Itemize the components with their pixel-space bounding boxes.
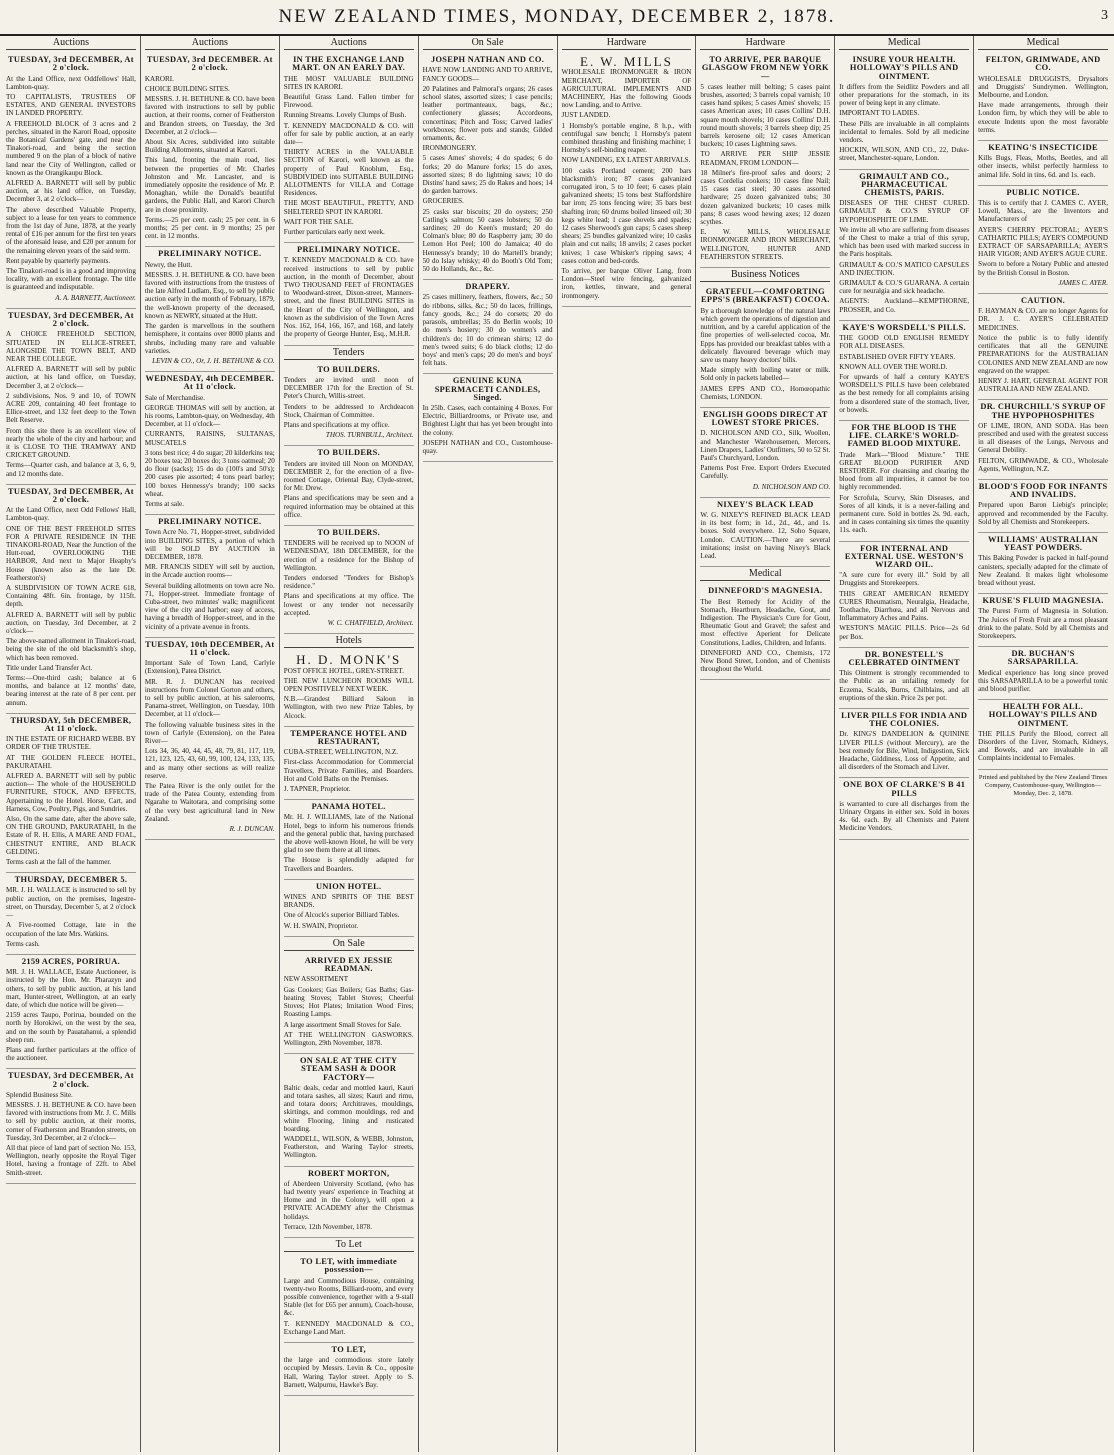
ad-paragraph: This is to certify that J. CAMES C. AYER, Lowell, Mass., are the Inventors and Manufacturers of [978, 199, 1108, 224]
ad-paragraph: D. NICHOLSON AND CO., Silk, Woollen, and Manchester Warehousemen, Mercers, Linen Drapers, Ladies' Outfitters, 50 to 52 St. Paul's Churchyard, London. [700, 429, 831, 462]
advertisement [284, 1343, 414, 1396]
ad-paragraph: Plans and further particulars at the office of the auctioneer. [6, 1045, 136, 1063]
column-heading: Hardware [562, 36, 692, 50]
ad-paragraph: MR. J. H. WALLACE is instructed to sell by public auction, on the premises, Ingestre-street, on Thursday, December 5, at 2 o'clock— [6, 886, 136, 920]
advertisement [145, 53, 275, 247]
ad-title: KRUSE'S FLUID MAGNESIA. [982, 596, 1104, 606]
ad-title: KEATING'S INSECTICIDE [988, 143, 1098, 153]
ad-paragraph: 2 subdivisions, Nos. 9 and 10, of TOWN ACRE 209, containing 40 feet frontage to Ellice-street, and 132 feet deep to the Town Belt Reserve. [6, 391, 136, 425]
ad-paragraph: From this site there is an excellent view of nearly the whole of the city and harbour; and it is CLOSE TO THE TRAMWAY AND CRICKET GROUND. [6, 426, 136, 460]
column-8 [973, 36, 1112, 1452]
ad-paragraph: Have made arrangements, through their London firm, by which they will be able to execute Indents upon the most favorable terms. [978, 101, 1108, 134]
ad-title: TO LET, [331, 1345, 366, 1354]
ad-paragraph: OF LIME, IRON, AND SODA. Has been prescribed and used with the greatest success in all diseases of the Lungs, Nervous and General Debility. [978, 421, 1108, 455]
ad-paragraph: For upwards of half a century KAYE'S WORSDELL'S PILLS have been celebrated as the best remedy for all complaints arising from a disordered state of the stomach, liver, or bowels. [839, 372, 970, 414]
ad-paragraph: FELTON, GRIMWADE, & CO., Wholesale Agents, Wellington, N.Z. [978, 456, 1108, 473]
ad-title: PRELIMINARY NOTICE. [158, 249, 262, 259]
ad-paragraph: T. KENNEDY MACDONALD & CO. will offer for sale by public auction, at an early date— [283, 121, 414, 147]
ad-paragraph: Newry, the Hutt. [144, 260, 193, 269]
ad-paragraph: The Patea River is the only outlet for the trade of the Patea County, extending from Ngarahe to Waitotara, and comprising some of the very best agricultural land in New Zealand. [144, 782, 275, 823]
ad-paragraph: Tenders are invited until noon of DECEMBER 17th for the Erection of St. Peter's Church, Willis-street. [283, 375, 414, 401]
ad-title: TO LET, with immediate possession— [300, 1257, 397, 1275]
advertisement [145, 247, 275, 372]
advertisement [978, 294, 1108, 400]
ad-paragraph: Terms cash. [6, 939, 40, 948]
advertisement [700, 285, 830, 408]
advertisement [839, 421, 969, 542]
ad-paragraph: E. W. MILLS, WHOLESALE IRONMONGER AND IRON MERCHANT, WELLINGTON, HUNTER AND FEATHERSTON STREETS. [700, 228, 831, 261]
advertisement [978, 533, 1108, 594]
ad-paragraph: Terms.—25 per cent. cash; 25 per cent. in 6 months; 25 per cent. in 9 months; 25 per cent. in 12 months. [144, 215, 275, 241]
ad-paragraph: WHOLESALE DRUGGISTS, Drysaltors and Druggists' Sundrymen. Wellington, Melbourne, and London. [978, 74, 1108, 100]
ad-paragraph: Town Acre No. 71, Hopper-street, subdivided into BUILDING SITES, a portion of which will be SOLD BY AUCTION in DECEMBER, 1878. [144, 528, 275, 561]
ad-paragraph: WESTON'S MAGIC PILLS. Price—2s 6d per Box. [839, 624, 970, 641]
ad-paragraph: Terms cash at the fall of the hammer. [6, 858, 112, 867]
ad-title: GENUINE KUNA SPERMACETI CANDLES, Singed. [434, 376, 541, 402]
advertisement [839, 778, 969, 839]
ad-paragraph: 3 tons best rice; 4 do sugar; 20 kilderkins tea; 20 boxes tea; 20 boxes do; 3 tons oatmeal; 20 do flour (sacks); 15 do do (100's and 50's); 200 cases pie assorted; 4 tons pearl barley; 100 boxes Hennessy's brandy; 100 sacks wheat. [144, 448, 275, 498]
ad-paragraph: The following valuable business sites in the town of Carlyle (Extension), on the Patea River— [144, 720, 275, 746]
ad-paragraph: Lots 34, 36, 40, 44, 45, 48, 79, 81, 117, 119, 121, 123, 125, 43, 60, 99, 100, 124, 133, 135, and as many other sections as will realize reserve. [144, 747, 275, 780]
ad-paragraph: Dr. KING'S DANDELION & QUININE LIVER PILLS (without Mercury), are the best remedy for Bile, Wind, Indigestion, Sick Headache, Giddiness, Loss of Appetite, and all disorders of the Stomach and Liver. [839, 730, 970, 772]
ad-title: PRELIMINARY NOTICE. [297, 245, 401, 255]
ad-paragraph: IRONMONGERY. [422, 144, 477, 153]
ad-paragraph: THE MOST VALUABLE BUILDING SITES IN KARORI. [283, 74, 414, 91]
ad-paragraph: AT THE GOLDEN FLEECE HOTEL, PAKURATAHI. [6, 753, 136, 770]
advertisement [6, 53, 136, 309]
ad-paragraph: Patterns Post Free. Export Orders Executed Carefully. [700, 464, 831, 481]
advertisement [284, 53, 414, 243]
ad-title: ROBERT MORTON, [307, 1168, 390, 1178]
ad-signature: JAMES C. AYER. [1058, 278, 1108, 287]
ad-title: ENGLISH GOODS DIRECT AT LOWEST STORE PRICES. [703, 409, 828, 428]
ad-paragraph: Terms:—One-third cash; balance at 6 months, and balance at 12 months' date, bearing interest at the rate of 8 per cent. per annum. [6, 674, 136, 707]
ad-paragraph: HENRY J. HART, GENERAL AGENT FOR AUSTRALIA AND NEW ZEALAND. [978, 376, 1108, 394]
ad-paragraph: By a thorough knowledge of the natural laws which govern the operations of digestion and nutrition, and by a careful application of the fine properties of well-selected cocoa, Mr. Epps has provided our breakfast tables with a delicately flavoured beverage which may save us many heavy doctors' bills. [700, 306, 831, 364]
ad-signature: A. A. BARNETT, Auctioneer. [55, 293, 136, 302]
ad-title: FOR THE BLOOD IS THE LIFE. CLARKE'S WORLD-FAMED BLOOD MIXTURE. [847, 422, 961, 449]
ad-paragraph: Prepared upon Baron Liebig's principle; approved and recommended by the Faculty. Sold by all Chemists and Storekeepers. [978, 501, 1108, 526]
advertisement [145, 638, 275, 840]
advertisement [839, 321, 969, 421]
ad-paragraph: KARORI. [144, 74, 174, 83]
ad-paragraph: 5 cases Ames' shovels; 4 do spades; 6 do forks; 20 do Manure forks; 15 do axes, assorted sizes; 8 do lightning saws; 10 do Distins' hand saws; 25 do Rakes and hoes; 14 do garden barrows. [422, 154, 553, 196]
ad-title: TUESDAY, 3rd DECEMBER, At 2 o'clock. [8, 486, 134, 504]
ad-paragraph: 5 cases leather mill belting; 5 cases paint brushes, assorted; 3 barrels copal varnish; 10 cases hand spikes; 5 cases Ames' shovels; 15 cases American axes; 10 cases Collins' D.H. square mouth shovels; 10 cases Collins' D.H. round mouth shovels; 3 barrels sheep dip; 25 barrels kerosene oil; 12 cases American buckets; 10 cases Lightning saws. [700, 82, 831, 149]
ad-title: FOR INTERNAL AND EXTERNAL USE. WESTON'S WIZARD OIL. [844, 543, 964, 569]
ad-paragraph: 25 casks star biscuits; 20 do oysters; 250 Catling's salmon; 50 cases lobsters; 50 do sardines; 20 do Keen's mustard; 20 do Colman's blue; 80 do Raspberry jam; 30 do Lemon Hot Peel; 100 do Jamaica; 40 do Hennessy's brandy; 10 do Martell's brandy; 50 do Islay whisky; 40 do Booth's Old Tom; 50 do Hollands, &c., &c. [422, 207, 553, 274]
ad-paragraph: T. KENNEDY MACDONALD & CO., Exchange Land Mart. [283, 1319, 414, 1336]
ad-paragraph: Running Streams. Lovely Clumps of Bush. [283, 111, 407, 120]
ad-paragraph: The garden is marvellous in the southern hemisphere, it contains over 8000 plants and shrubs, including many rare and valuable varieties. [144, 322, 275, 355]
advertisement [6, 873, 136, 955]
ad-paragraph: THE MOST BEAUTIFUL, PRETTY, AND SHELTERED SPOT IN KARORI. [283, 199, 414, 216]
ad-paragraph: MESSRS. J. H. BETHUNE & CO. have been favored with instructions from Mr. J. C. Mills to sell by public auction, at their rooms, corner of Featherston and Brandon streets, on Tuesday, 3rd December, at 2 o'clock— [6, 1100, 136, 1142]
ad-paragraph: JOSEPH NATHAN and CO., Customhouse-quay. [422, 438, 553, 455]
ad-paragraph: Tenders endorsed "Tenders for Bishop's residence." [283, 573, 414, 591]
ad-paragraph: In 25lb. Cases, each containing 4 Boxes. For Electric, Billiardrooms, or Private use, and Brightest Light that has yet been brought into the colony. [422, 403, 553, 437]
ad-paragraph: WADDELL, WILSON, & WEBB, Johnston, Featherston, and Waring Taylor streets, Wellington. [283, 1134, 414, 1160]
advertisement [145, 515, 275, 638]
ad-title: TO BUILDERS. [317, 527, 380, 537]
ad-title: THURSDAY, 5th DECEMBER, At 11 o'clock. [10, 715, 132, 734]
ad-paragraph: JAMES EPPS AND CO., Homœopathic Chemists, LONDON. [700, 384, 831, 401]
column-heading: On Sale [423, 36, 553, 50]
advertisement [700, 498, 830, 567]
advertisement [284, 727, 414, 800]
column-6 [695, 36, 834, 1452]
advertisement [700, 584, 830, 680]
ad-paragraph: TO ARRIVE PER SHIP JESSIE READMAN, FROM LONDON— [700, 150, 831, 167]
ad-paragraph: ALFRED A. BARNETT will sell by public auction, at his land office, on Tuesday, December 3, at 2 o'clock— [6, 179, 136, 204]
column-heading: Medical [839, 36, 969, 50]
advertisement [562, 53, 692, 307]
ad-title: TUESDAY, 3rd DECEMBER, At 2 o'clock. [8, 55, 134, 73]
advertisement [284, 880, 414, 937]
ad-paragraph: The Purest Form of Magnesia in Solution. The Juices of Fresh Fruit are a most pleasant drink to the palate. Sold by all Chemists and Storekeepers. [978, 607, 1108, 640]
column-heading: Medical [978, 36, 1108, 50]
ad-paragraph: Plans and specifications at my office. The lowest or any tender not necessarily accepted. [283, 592, 414, 617]
ad-paragraph: AT THE WELLINGTON GASWORKS. Wellington, 29th November, 1878. [283, 1030, 414, 1047]
section-heading: To Let [284, 1238, 414, 1252]
ad-paragraph: The Tinakori-road is in a good and improving locality, with an excellent frontage. The title is guaranteed and indisputable. [6, 267, 136, 292]
column-4 [418, 36, 557, 1452]
advertisement [978, 400, 1108, 480]
advertisement [284, 1167, 414, 1238]
ad-paragraph: Kills Bugs, Fleas, Moths, Beetles, and all other insects, whilst perfectly harmless to animal life. Sold in tins, 6d. and 1s. each. [978, 154, 1108, 179]
ad-paragraph: A Five-roomed Cottage, late in the occupation of the late Mrs. Watkins. [6, 921, 136, 938]
ad-paragraph: DISEASES OF THE CHEST CURED. GRIMAULT & CO.'S SYRUP OF HYPOPHOSPHITE OF LIME. [839, 199, 970, 224]
ad-title: UNION HOTEL. [315, 881, 382, 891]
ad-paragraph: Notice the public is to fully identify certificates that all the GENUINE PREPARATIONS for the AUSTRALIAN COLONIES AND NEW ZEALAND are now engraved on the wrapper. [978, 333, 1108, 375]
ad-title: IN THE EXCHANGE LAND MART. ON AN EARLY DAY. [292, 55, 406, 73]
advertisement [284, 954, 414, 1054]
ad-title: E. W. MILLS [580, 54, 673, 70]
ad-title: NIXEY'S BLACK LEAD [717, 499, 814, 509]
section-heading: On Sale [284, 937, 414, 951]
advertisement [700, 53, 830, 268]
ad-title: TUESDAY, 3rd DECEMBER, At 2 o'clock. [8, 1071, 134, 1089]
ad-signature: THOS. TURNBULL, Architect. [325, 431, 414, 440]
section-heading: Business Notices [700, 268, 830, 282]
ad-paragraph: Several building allotments on town acre No. 71, Hopper-street. Immediate frontage of Cuba-street, two minutes' walk; magnificent view of the city and harbor; easy of access, having a breadth of Hopper-street, and in the vicinity of a private avenue in fronts. [144, 581, 275, 631]
ad-paragraph: Made simply with boiling water or milk. Sold only in packets labelled— [700, 366, 831, 383]
ad-paragraph: J. TAPNER, Proprietor. [283, 785, 351, 794]
ad-title: WEDNESDAY, 4th DECEMBER. At 11 o'clock. [145, 374, 275, 392]
ad-title: TUESDAY, 3rd DECEMBER, At 2 o'clock. [8, 310, 134, 329]
ad-paragraph: DINNEFORD AND CO., Chemists, 172 New Bond Street, London, and of Chemists throughout the World. [700, 648, 831, 674]
ad-title: KAYE'S WORSDELL'S PILLS. [842, 322, 966, 332]
ad-paragraph: To arrive, per barque Oliver Lang, from London—Steel wire fencing, galvanized iron, kettles, tinware, and general ironmongery. [561, 267, 692, 300]
column-5 [557, 36, 696, 1452]
ad-paragraph: Terms—Quarter cash, and balance at 3, 6, 9, and 12 months date. [6, 461, 136, 478]
ad-paragraph: POST OFFICE HOTEL, GREY-STREET. [283, 666, 404, 675]
ad-title: CAUTION. [1021, 296, 1066, 306]
ad-paragraph: of Aberdeen University Scotland, (who has had twenty years' experience in Teaching at Home and in the Colony), will open a PRIVATE ACADEMY after the Christmas holidays. [283, 1179, 414, 1221]
imprint-footer: Printed and published by the New Zealand Times Company, Customhouse-quay, Wellington—Monday, Dec. 2, 1878. [978, 773, 1108, 798]
advertisement [284, 651, 414, 726]
ad-paragraph: NEW ASSORTMENT [283, 975, 349, 984]
ad-title: DR. BUCHAN'S SARSAPARILLA. [1007, 649, 1079, 667]
ad-title: INSURE YOUR HEALTH. HOLLOWAY'S PILLS AND OINTMENT. [849, 55, 959, 81]
ad-paragraph: is warranted to cure all discharges from the Urinary Organs in either sex. Sold in boxes 4s. 6d. each. By all Chemists and Patent Medicine Vendors. [839, 799, 970, 833]
ad-paragraph: THE PILLS Purify the Blood, correct all Disorders of the Liver, Stomach, Kidneys, and Bowels, and are invaluable in all Complaints incidental to Females. [978, 729, 1108, 763]
ad-paragraph: GROCERIES. [422, 197, 464, 206]
ad-paragraph: Tenders are invited till Noon on MONDAY, DECEMBER 2, for the erection of a five-roomed Cottage, Oriental Bay, Clyde-street, for Mr. Drew. [283, 459, 414, 493]
ad-paragraph: This Ointment is strongly recommended to the Public as an unfailing remedy for Eczema, Scalds, Burns, Chilblains, and all eruptions of the skin. Price 2s per pot. [839, 669, 970, 702]
section-heading: Hotels [284, 634, 414, 648]
ad-title: DR. CHURCHILL'S SYRUP OF THE HYPOPHOSPHITES [980, 402, 1106, 420]
ad-title: WILLIAMS' AUSTRALIAN YEAST POWDERS. [988, 534, 1099, 553]
ad-paragraph: Beautiful Grass Land. Fallen timber for Firewood. [283, 93, 414, 110]
ad-paragraph: MR. J. H. WALLACE, Estate Auctioneer, is instructed by the Hon. Mr. Pharazyn and others, to sell by public auction, at his land mart, Hunter-street, Wellington, at an early date, of which due notice will be given— [6, 968, 136, 1009]
ad-paragraph: MESSRS. J. H. BETHUNE & CO. have been favored with instructions to sell by public auction, at their rooms, corner of Featherston and Brandon streets, on Tuesday, the 3rd December, at 2 o'clock— [144, 95, 275, 136]
advertisement [978, 53, 1108, 141]
ad-title: DINNEFORD'S MAGNESIA. [708, 586, 823, 596]
masthead [0, 0, 1114, 36]
ad-title: GRATEFUL—COMFORTING EPPS'S (BREAKFAST) COCOA. [701, 287, 830, 305]
ad-paragraph: The Best Remedy for Acidity of the Stomach, Heartburn, Headache, Gout, and Indigestion. The Physician's Cure for Gout, Rheumatic Gout and Gravel; the safest and most effective Aperient for Delicate Constitutions, Ladies, Children, and Infants. [700, 597, 831, 647]
ad-paragraph: All that piece of land part of section No. 153, Wellington, nearly opposite the Royal Tiger Hotel, having a frontage of 22ft. to Abel Smith-street. [6, 1143, 136, 1177]
ad-paragraph: Large and Commodious House, containing twenty-two Rooms, Billiard-room, and every possible convenience, together with a 9-stall Stable (let for £65 per annum), Coach-house, &c. [283, 1276, 414, 1318]
ad-title: ARRIVED EX JESSIE READMAN. [304, 956, 393, 974]
advertisement [700, 408, 830, 498]
ad-title: TO ARRIVE, PER BARQUE GLASGOW FROM NEW YORK— [701, 55, 829, 81]
ad-paragraph: GEORGE THOMAS will sell by auction, at his rooms, Lambton-quay, on Wednesday, 4th December, at 11 o'clock— [144, 403, 275, 429]
column-heading: Auctions [145, 36, 275, 50]
ad-paragraph: ESTABLISHED OVER FIFTY YEARS. [839, 352, 956, 361]
ad-paragraph: Important Sale of Town Land, Carlyle (Extension), Patea District. [144, 659, 275, 676]
ad-paragraph: F. HAYMAN & CO. are no longer Agents for DR. J. C. AYER'S CELEBRATED MEDICINES. [978, 307, 1108, 332]
ad-paragraph: TENDERS will be received up to NOON of WEDNESDAY, 18th DECEMBER, for the erection of a residence for the Bishop of Wellington. [283, 539, 414, 572]
ad-paragraph: A large assortment Small Stoves for Sale. [283, 1020, 402, 1029]
ad-paragraph: CURRANTS, RAISINS, SULTANAS, MUSCATELS [144, 430, 275, 447]
ad-paragraph: 18 Milner's fire-proof safes and doors; 2 cases Cordelia cookers; 10 cases fine Nail; 15 cases cast steel; 30 cases assorted hardware; 25 dozen galvanized tubs; 30 dozen galvanized buckets; 10 cases milk pans; 8 cases wood hewing axes; 12 dozen scythes. [700, 168, 831, 227]
ad-title: 2159 ACRES, PORIRUA. [21, 956, 120, 966]
ad-title: PANAMA HOTEL. [311, 802, 386, 812]
ad-title: ONE BOX OF CLARKE'S B 41 PILLS [843, 780, 966, 798]
ad-paragraph: At the Land Office, next Oddfellows' Hall, Lambton-quay. [6, 74, 136, 91]
ad-paragraph: WAIT FOR THE SALE. [283, 217, 354, 226]
ad-paragraph: Trade Mark—"Blood Mixture." THE GREAT BLOOD PURIFIER AND RESTORER. For cleansing and clearing the blood from all impurities, it cannot be too highly recommended. [839, 450, 970, 492]
ad-paragraph: NOW LANDING, EX LATEST ARRIVALS. [561, 156, 691, 165]
ad-title: BLOOD'S FOOD FOR INFANTS AND INVALIDS. [978, 481, 1108, 500]
advertisement [839, 53, 969, 169]
ad-title: FELTON, GRIMWADE, AND CO. [985, 55, 1101, 73]
advertisement [145, 372, 275, 515]
ad-title: H. D. MONK'S [296, 652, 402, 668]
ad-title: TO BUILDERS. [317, 364, 380, 374]
ad-paragraph: This land, fronting the main road, lies between the properties of Mr. Charles Johnston and Mr. Lancaster, and is immediately opposite the residence of Mr. P. Monaghan, while the Donald's beautiful gardens, the Public Hall, and Karori Church are in close proximity. [144, 156, 275, 214]
advertisement [284, 800, 414, 880]
ad-paragraph: One of Alcock's superior Billiard Tables. [283, 911, 400, 920]
advertisement [978, 141, 1108, 186]
ad-paragraph: The above-named allotment in Tinakori-road, being the site of the old blacksmith's shop, which has been removed. [6, 637, 136, 662]
ad-paragraph: HAVE NOW LANDING AND TO ARRIVE, FANCY GOODS— [422, 66, 553, 83]
advertisement [978, 480, 1108, 533]
ad-paragraph: JUST LANDED. [561, 111, 611, 120]
ad-title: DR. BONESTELL'S CELEBRATED OINTMENT [848, 649, 960, 667]
ad-paragraph: ONE OF THE BEST FREEHOLD SITES FOR A PRIVATE RESIDENCE IN THE TINAKORI-ROAD, Near the Junction of the Hutt-road, OVERLOOKING THE HARBOR, And next to Major Heaphy's House (known also as the late Dr. Featherston's) [6, 524, 136, 582]
ad-title: JOSEPH NATHAN AND CO. [430, 55, 545, 65]
ad-paragraph: THIRTY ACRES in the VALUABLE SECTION of Karori, well known as the property of Paul Knoblum, Esq., SUBDIVIDED into SUITABLE BUILDING ALLOTMENTS for VILLA and Cottage Residences. [283, 148, 414, 198]
columns [0, 36, 1114, 1452]
ad-paragraph: Splendid Business Site. [6, 1090, 73, 1099]
ad-paragraph: Medical experience has long since proved this SARSAPARILLA to be a powerful tonic and blood purifier. [978, 668, 1108, 693]
ad-paragraph: Also, On the same date, after the above sale, ON THE GROUND, PAKURATAHI, In the Estate of R. H. Ellis, A MARE AND FOAL, CHESTNUT ENTIRE, AND BLACK GELDING. [6, 815, 136, 856]
ad-paragraph: Mr. H. J. WILLIAMS, late of the National Hotel, begs to inform his numerous friends and the general public that, having purchased the above well-known Hotel, he will be very glad to see them there at all times. [283, 813, 414, 855]
advertisement [839, 542, 969, 648]
ad-paragraph: Rent payable by quarterly payments. [6, 256, 111, 265]
advertisement [284, 526, 414, 634]
ad-paragraph: This Baking Powder is packed in half-pound canisters, specially adapted for the climate of New Zealand. It makes light wholesome bread without yeast. [978, 554, 1108, 587]
ad-paragraph: Gas Cookers; Gas Boilers; Gas Baths; Gas-heating Stoves; Tablet Stoves; Cheerful Stoves; Hot Plates; Imitation Wood Fires; Roasting Lamps. [283, 985, 414, 1019]
ad-paragraph: MESSRS. J. H. BETHUNE & CO. have been favored with instructions from the trustees of the late Alfred Ludlam, Esq., to sell by public auction early in the month of February, 1879, the well-known property of the deceased, known as NEWRY, situated at the Hutt. [144, 270, 275, 320]
column-heading: Auctions [6, 36, 136, 50]
column-2 [140, 36, 279, 1452]
advertisement [978, 700, 1108, 769]
ad-paragraph: IMPORTANT TO LADIES. [839, 109, 920, 118]
advertisement [839, 709, 969, 778]
ad-paragraph: ALFRED A. BARNETT will sell by public auction, at his land office, on Tuesday, December 3, at 2 o'clock— [6, 365, 136, 390]
ad-paragraph: About Six Acres, subdivided into suitable Building Allotments, situated at Karori. [144, 138, 275, 155]
column-heading: Hardware [700, 36, 830, 50]
column-7 [834, 36, 973, 1452]
ad-paragraph: GRIMAULT & CO.'S GUARANA. A certain cure for neuralgia and sick headache. [839, 279, 970, 296]
ad-paragraph: We invite all who are suffering from diseases of the Chest to make a trial of this syrup, which has been used with marked success in the Paris hospitals. [839, 225, 970, 259]
ad-paragraph: A FREEHOLD BLOCK of 3 acres and 2 perches, situated in the Karori Road, opposite the Botanical Gardens' gate, and near the Tinakori-road, and being the section numbered 9 on the plan of a block of native land near the City of Wellington, called or known as the Orangikaupu Block. [6, 119, 136, 177]
ad-paragraph: Further particulars early next week. [283, 228, 385, 237]
ad-title: LIVER PILLS FOR INDIA AND THE COLONIES. [841, 711, 968, 729]
ad-paragraph: N.B.—Grandest Billiard Saloon in Wellington, with two new Prize Tables, by Alcock. [283, 695, 414, 720]
advertisement [284, 446, 414, 526]
ad-title: TUESDAY, 10th DECEMBER, At 11 o'clock. [145, 639, 275, 657]
advertisement [284, 1054, 414, 1166]
ad-title: TEMPERANCE HOTEL AND RESTAURANT, [290, 728, 408, 747]
advertisement [978, 186, 1108, 294]
page-number: 3 [1101, 8, 1108, 23]
ad-paragraph: "A sure cure for every ill." Sold by all Druggists and Storekeepers. [839, 571, 970, 588]
ad-paragraph: THIS GREAT AMERICAN REMEDY CURES Rheumatism, Neuralgia, Headache, Toothache, Diarrhœa, and all Nervous and Inflammatory Aches and Pains. [839, 589, 970, 623]
ad-paragraph: GRIMAULT & CO.'S MATICO CAPSULES AND INJECTION. [839, 260, 970, 277]
ad-paragraph: KNOWN ALL OVER THE WORLD. [839, 362, 948, 371]
ad-paragraph: W. G. NIXEY'S REFINED BLACK LEAD in its best form; in 1d., 2d., 4d., and 1s. boxes. Sold everywhere. 12, Soho Square, London. CAUTION.—There are several imitations; insist on having Nixey's Black Lead. [700, 510, 831, 560]
ad-paragraph: At the Land Office, next Odd Fellows' Hall, Lambton-quay. [6, 506, 136, 523]
ad-paragraph: Terms at sale. [144, 499, 184, 508]
advertisement [978, 594, 1108, 647]
ad-paragraph: Terrace, 12th November, 1878. [283, 1222, 373, 1231]
advertisement [6, 309, 136, 485]
advertisement [6, 1069, 136, 1183]
advertisement [6, 955, 136, 1069]
ad-paragraph: These Pills are invaluable in all complaints incidental to females. Sold by all medicine vendors. [839, 119, 970, 145]
ad-paragraph: IN THE ESTATE OF RICHARD WEBB. BY ORDER OF THE TRUSTEE. [6, 735, 136, 752]
ad-paragraph: The House is splendidly adapted for Travellers and Boarders. [283, 856, 414, 873]
ad-paragraph: TO CAPITALISTS, TRUSTEES OF ESTATES, AND GENERAL INVESTORS IN LANDED PROPERTY. [6, 93, 136, 118]
column-3 [279, 36, 418, 1452]
ad-paragraph: The above described Valuable Property, subject to a lease for ten years to commence from the 1st day of June, 1878, at the yearly rental of £16 per annum for the first ten years of the aforesaid lease, and £20 per annum for the remaining eleven years of the said term. [6, 205, 136, 255]
advertisement [978, 647, 1108, 700]
advertisement [6, 485, 136, 714]
advertisement [423, 53, 553, 280]
ad-paragraph: WINES AND SPIRITS OF THE BEST BRANDS. [283, 893, 414, 910]
ad-title: PRELIMINARY NOTICE. [158, 517, 262, 527]
ad-title: TUESDAY, 3rd DECEMBER. At 2 o'clock. [146, 55, 273, 73]
advertisement [423, 374, 553, 462]
advertisement [423, 280, 553, 374]
ad-title: THURSDAY, DECEMBER 5. [14, 875, 128, 885]
ad-paragraph: Tenders to be addressed to Archdeacon Stock, Chairman of Committee. [283, 402, 414, 419]
advertisement [284, 1255, 414, 1343]
ad-signature: W. C. CHATFIELD, Architect. [327, 618, 414, 627]
ad-paragraph: 20 Palatines and Palmoral's organs; 26 cases school slates, assorted sizes; 1 case pencils; leather portmanteaux, bags, &c.; confectionery glasses; Accordeons, concertinas; Pitch and Toss; Carved ladies' workboxes; flower pots and stands; Gilded ornaments, &c. [422, 84, 553, 143]
ad-paragraph: ALFRED A. BARNETT will sell by public auction, on Tuesday, 3rd December, at 2 o'clock— [6, 610, 136, 635]
advertisement [284, 363, 414, 447]
ad-paragraph: AYER'S CHERRY PECTORAL; AYER'S CATHARTIC PILLS; AYER'S COMPOUND EXTRACT OF SARSAPARILLA; AYER'S HAIR VIGOR; AND AYER'S AGUE CURE. [978, 225, 1108, 259]
ad-paragraph: It differs from the Seidlitz Powders and all other preparations for the stomach, in its power of being kept in any climate. [839, 82, 970, 108]
ad-paragraph: ALFRED A. BARNETT will sell by public auction— The whole of the HOUSEHOLD FURNITURE, STOCK, AND EFFECTS, Appertaining to the Hotel. Horse, Cart, and Harness, Cow, Poultry, Pigs, and Sundries. [6, 772, 136, 813]
ad-title: TO BUILDERS. [317, 448, 380, 458]
column-1 [2, 36, 140, 1452]
ad-paragraph: MR. FRANCIS SIDEY will sell by auction, in the Arcade auction rooms— [144, 563, 275, 580]
ad-paragraph: AGENTS: Auckland—KEMPTHORNE, PROSSER, and Co. [839, 297, 970, 314]
ad-paragraph: 1 Hornsby's portable engine, 8 h.p., with centrifugal saw bench; 1 Hornsby's patent combined thrashing and finishing machine; 1 Hornsby's self-binding reaper. [561, 121, 692, 155]
ad-paragraph: W. H. SWAIN, Proprietor. [283, 921, 359, 930]
ad-paragraph: MR. R. J. DUNCAN has received instructions from Colonel Gorton and others, to sell by public auction, at his salerooms, Panama-street, Wellington, on Tuesday, 10th December, at 11 o'clock— [144, 677, 275, 719]
section-heading: Tenders [284, 346, 414, 360]
advertisement [839, 648, 969, 709]
ad-signature: D. NICHOLSON AND CO. [752, 482, 831, 491]
ad-paragraph: THE NEW LUNCHEON ROOMS WILL OPEN POSITIVELY NEXT WEEK. [283, 676, 414, 693]
ad-paragraph: WHOLESALE IRONMONGER & IRON MERCHANT, IMPORTER OF AGRICULTURAL IMPLEMENTS AND MACHINERY, Has the following Goods now Landing, and to Arrive. [561, 68, 692, 110]
ad-paragraph: For Scrofula, Scurvy, Skin Diseases, and Sores of all kinds, it is a never-failing and permanent cure. Sold in bottles 2s. 9d. each, and in cases containing six times the quantity 11s. each. [839, 493, 970, 535]
ad-signature: LEVIN & CO., Or, J. H. BETHUNE & CO. [152, 356, 275, 365]
ad-paragraph: Title under Land Transfer Act. [6, 663, 93, 672]
advertisement [6, 714, 136, 873]
ad-paragraph: 25 cases millinery, feathers, flowers, &c.; 50 do ribbons, silks, &c.; 50 do laces, frillings, fancy goods, &c.; 24 do corsets; 20 do parasols, umbrellas; 35 do Berlin wools; 10 do men's hosiery; 30 do women's and children's do; 10 do crimean shirts; 12 do men's tweed suits; 6 do black cloths; 12 do boys' and men's caps; 20 do men's and boys' felt hats. [422, 293, 553, 368]
ad-paragraph: CHOICE BUILDING SITES. [144, 84, 230, 93]
ad-signature: R. J. DUNCAN. [229, 825, 275, 834]
ad-paragraph: Sworn to before a Notary Public and attested by the British Consul in Boston. [978, 260, 1108, 277]
ad-paragraph: HOCKIN, WILSON, AND CO., 22, Duke-street, Manchester-square, London. [839, 146, 970, 163]
ad-title: PUBLIC NOTICE. [1006, 187, 1080, 197]
ad-title: DRAPERY. [465, 282, 510, 292]
ad-title: ON SALE AT THE CITY STEAM SASH & DOOR FACTORY— [299, 1056, 398, 1082]
ad-paragraph: First-class Accommodation for Commercial Travellers, Private Families, and Boarders. Hot and Cold Baths on the Premises. [283, 758, 414, 783]
advertisement [839, 170, 969, 321]
newspaper-title: NEW ZEALAND TIMES, MONDAY, DECEMBER 2, 1878. [278, 6, 836, 27]
ad-paragraph: A CHOICE FREEHOLD SECTION, SITUATED IN ELLICE-STREET, ALONGSIDE THE TOWN BELT, AND NEAR THE COLLEGE. [6, 330, 136, 363]
section-heading: Medical [700, 567, 830, 581]
ad-paragraph: Sale of Merchandise. [144, 393, 205, 402]
ad-title: GRIMAULT AND CO., PHARMACEUTICAL CHEMISTS, PARIS. [859, 171, 950, 198]
ad-paragraph: Plans and specifications may be seen and a required information may be obtained at this office. [283, 494, 414, 519]
ad-paragraph: Baltic deals, cedar and mottled kauri, Kauri and totara sashes, all sizes; Kauri and rimu, and totara doors; Architraves, mouldings, skirtings, and common mouldings, red and white Flooring, lining and rusticated boarding. [283, 1083, 414, 1133]
ad-paragraph: the large and commodious store lately occupied by Messrs. Levin & Co., opposite Hall, Waring Taylor street. Apply to S. Barnett, Walpurnu, Hawke's Bay. [283, 1356, 414, 1389]
ad-title: HEALTH FOR ALL. HOLLOWAY'S PILLS AND OINTMENT. [988, 702, 1098, 728]
ad-paragraph: THE GOOD OLD ENGLISH REMEDY FOR ALL DISEASES. [839, 334, 970, 351]
ad-paragraph: CUBA-STREET, WELLINGTON, N.Z. [283, 748, 399, 757]
ad-paragraph: T. KENNEDY MACDONALD & CO. have received instructions to sell by public auction, in the month of December, about TWO THOUSAND FEET of FRONTAGES to Woodward-street, Dixon-street, Manners-street, and the finest BUILDING SITES in the Heart of the City of Wellington, and known as the subdivision of the Town Acres Nos. 162, 164, 166, 167, and 168, and lately the property of George Hunter, Esq., M.H.R. [283, 256, 414, 339]
column-heading: Auctions [284, 36, 414, 50]
ad-paragraph: 100 casks Portland cement; 200 bars blacksmith's iron; 87 cases galvanized corrugated iron, 5 to 10 feet; 6 cases plain galvanized sheets; 15 tons best Staffordshire bar iron; 25 tons fencing wire; 35 bars best shafting iron; 60 drums boiled linseed oil; 30 kegs white lead; 1 case shovels and spades; 12 cases Sherwood's gun caps; 5 cases sheep shears; 25 bundles galvanized wire; 10 casks plain and cut nails; 18 anvils; 2 cases pocket knives; 1 case Whisker's ripping saws; 4 cases cotton and bed-cords. [561, 166, 692, 265]
ad-paragraph: Plans and specifications at my office. [283, 420, 390, 429]
ad-paragraph: 2159 acres Taupo, Porirua, bounded on the north by Horokiwi, on the west by the sea, and on the south by Pauatahanui, a splendid sheep run. [6, 1011, 136, 1044]
ad-paragraph: A SUBDIVISION OF TOWN ACRE 618, Containing 48ft. 6in. frontage, by 115ft. depth. [6, 583, 136, 609]
advertisement [284, 243, 414, 345]
